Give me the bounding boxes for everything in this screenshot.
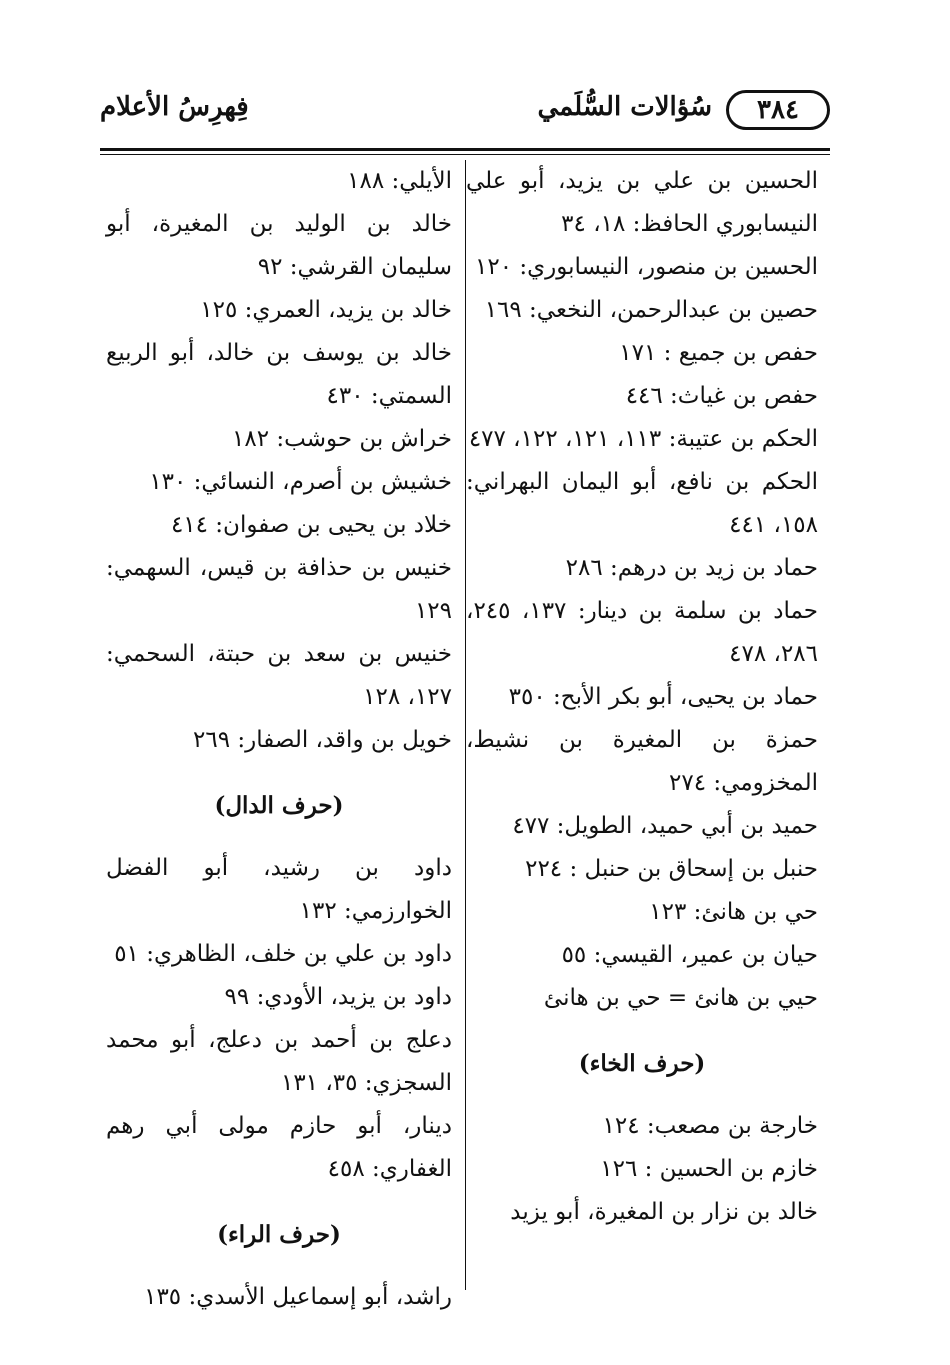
header-rule-thin [100, 154, 830, 155]
index-entry: الحكم بن نافع، أبو اليمان البهراني: ١٥٨، ٤٤١ [466, 469, 818, 538]
index-entry: خويل بن واقد، الصفار: ٢٦٩ [193, 727, 452, 753]
index-entry: خالد بن يوسف بن خالد، أبو الربيع السمتي: ٤٣٠ [106, 340, 452, 409]
letter-heading: (حرف الدال) [214, 792, 344, 819]
header-rule-thick [100, 148, 830, 151]
page-header [100, 88, 830, 144]
index-entry: خازم بن الحسين : ١٢٦ [600, 1156, 818, 1182]
index-entry: دعلج بن أحمد بن دعلج، أبو محمد السجزي: ٣٥، ١٣١ [106, 1027, 452, 1096]
book-title: سُؤالات السُّلَمي [537, 92, 712, 122]
index-entry: خنيس بن سعد بن حبتة، السحمي: ١٢٧، ١٢٨ [106, 641, 452, 710]
index-entry: خشيش بن أصرم، النسائي: ١٣٠ [149, 469, 452, 495]
index-entry: راشد، أبو إسماعيل الأسدي: ١٣٥ [144, 1284, 452, 1310]
index-entry: حفص بن جميع : ١٧١ [619, 340, 818, 366]
index-entry: حصين بن عبدالرحمن، النخعي: ١٦٩ [484, 297, 818, 323]
index-entry: حماد بن سلمة بن دينار: ١٣٧، ٢٤٥، ٢٨٦، ٤٧٨ [466, 598, 819, 667]
index-column-right [466, 160, 818, 1234]
index-entry: حي بن هانئ: ١٢٣ [649, 899, 818, 925]
letter-heading: (حرف الراء) [217, 1221, 341, 1248]
index-entry: حميد بن أبي حميد، الطويل: ٤٧٧ [512, 813, 818, 839]
index-entry: خلاد بن يحيى بن صفوان: ٤١٤ [170, 512, 452, 538]
index-entry: خالد بن الوليد بن المغيرة، أبو سليمان القرشي: ٩٢ [106, 211, 452, 280]
index-entry: الحسين بن منصور، النيسابوري: ١٢٠ [475, 254, 818, 280]
index-entry: الحكم بن عتيبة: ١١٣، ١٢١، ١٢٢، ٤٧٧ [468, 426, 818, 452]
letter-heading: (حرف الخاء) [578, 1050, 706, 1077]
index-entry: حنبل بن إسحاق بن حنبل : ٢٢٤ [525, 856, 818, 882]
index-entry: خالد بن نزار بن المغيرة، أبو يزيد [510, 1199, 818, 1225]
index-entry: خارجة بن مصعب: ١٢٤ [602, 1113, 818, 1139]
index-entry: الحسين بن علي بن يزيد، أبو علي النيسابوري الحافظ: ١٨، ٣٤ [466, 168, 818, 237]
index-entry: خراش بن حوشب: ١٨٢ [232, 426, 452, 452]
index-entry: خالد بن يزيد، العمري: ١٢٥ [200, 297, 452, 323]
index-entry: داود بن علي بن خلف، الظاهري: ٥١ [114, 941, 452, 967]
index-entry: داود بن رشيد، أبو الفضل الخوارزمي: ١٣٢ [106, 855, 452, 924]
index-entry: حفص بن غياث: ٤٤٦ [625, 383, 818, 409]
index-column-left [106, 160, 452, 1319]
index-entry: حماد بن يحيى، أبو بكر الأبح: ٣٥٠ [508, 684, 818, 710]
section-title: فِهرِسُ الأعلام [100, 92, 249, 122]
index-entry: حيان بن عمير، القيسي: ٥٥ [561, 942, 818, 968]
page-number: ٣٨٤ [726, 90, 830, 130]
index-entry: داود بن يزيد، الأودي: ٩٩ [224, 984, 452, 1010]
index-entry: خنيس بن حذافة بن قيس، السهمي: ١٢٩ [106, 555, 452, 624]
index-entry: الأيلي: ١٨٨ [347, 168, 452, 194]
index-entry: حيي بن هانئ = حي بن هانئ [543, 985, 818, 1011]
column-divider [465, 160, 466, 1290]
index-entry: حماد بن زيد بن درهم: ٢٨٦ [565, 555, 818, 581]
index-entry: حمزة بن المغيرة بن نشيط، المخزومي: ٢٧٤ [466, 727, 818, 796]
index-entry: دينار، أبو حازم مولى أبي رهم الغفاري: ٤٥٨ [106, 1113, 452, 1182]
